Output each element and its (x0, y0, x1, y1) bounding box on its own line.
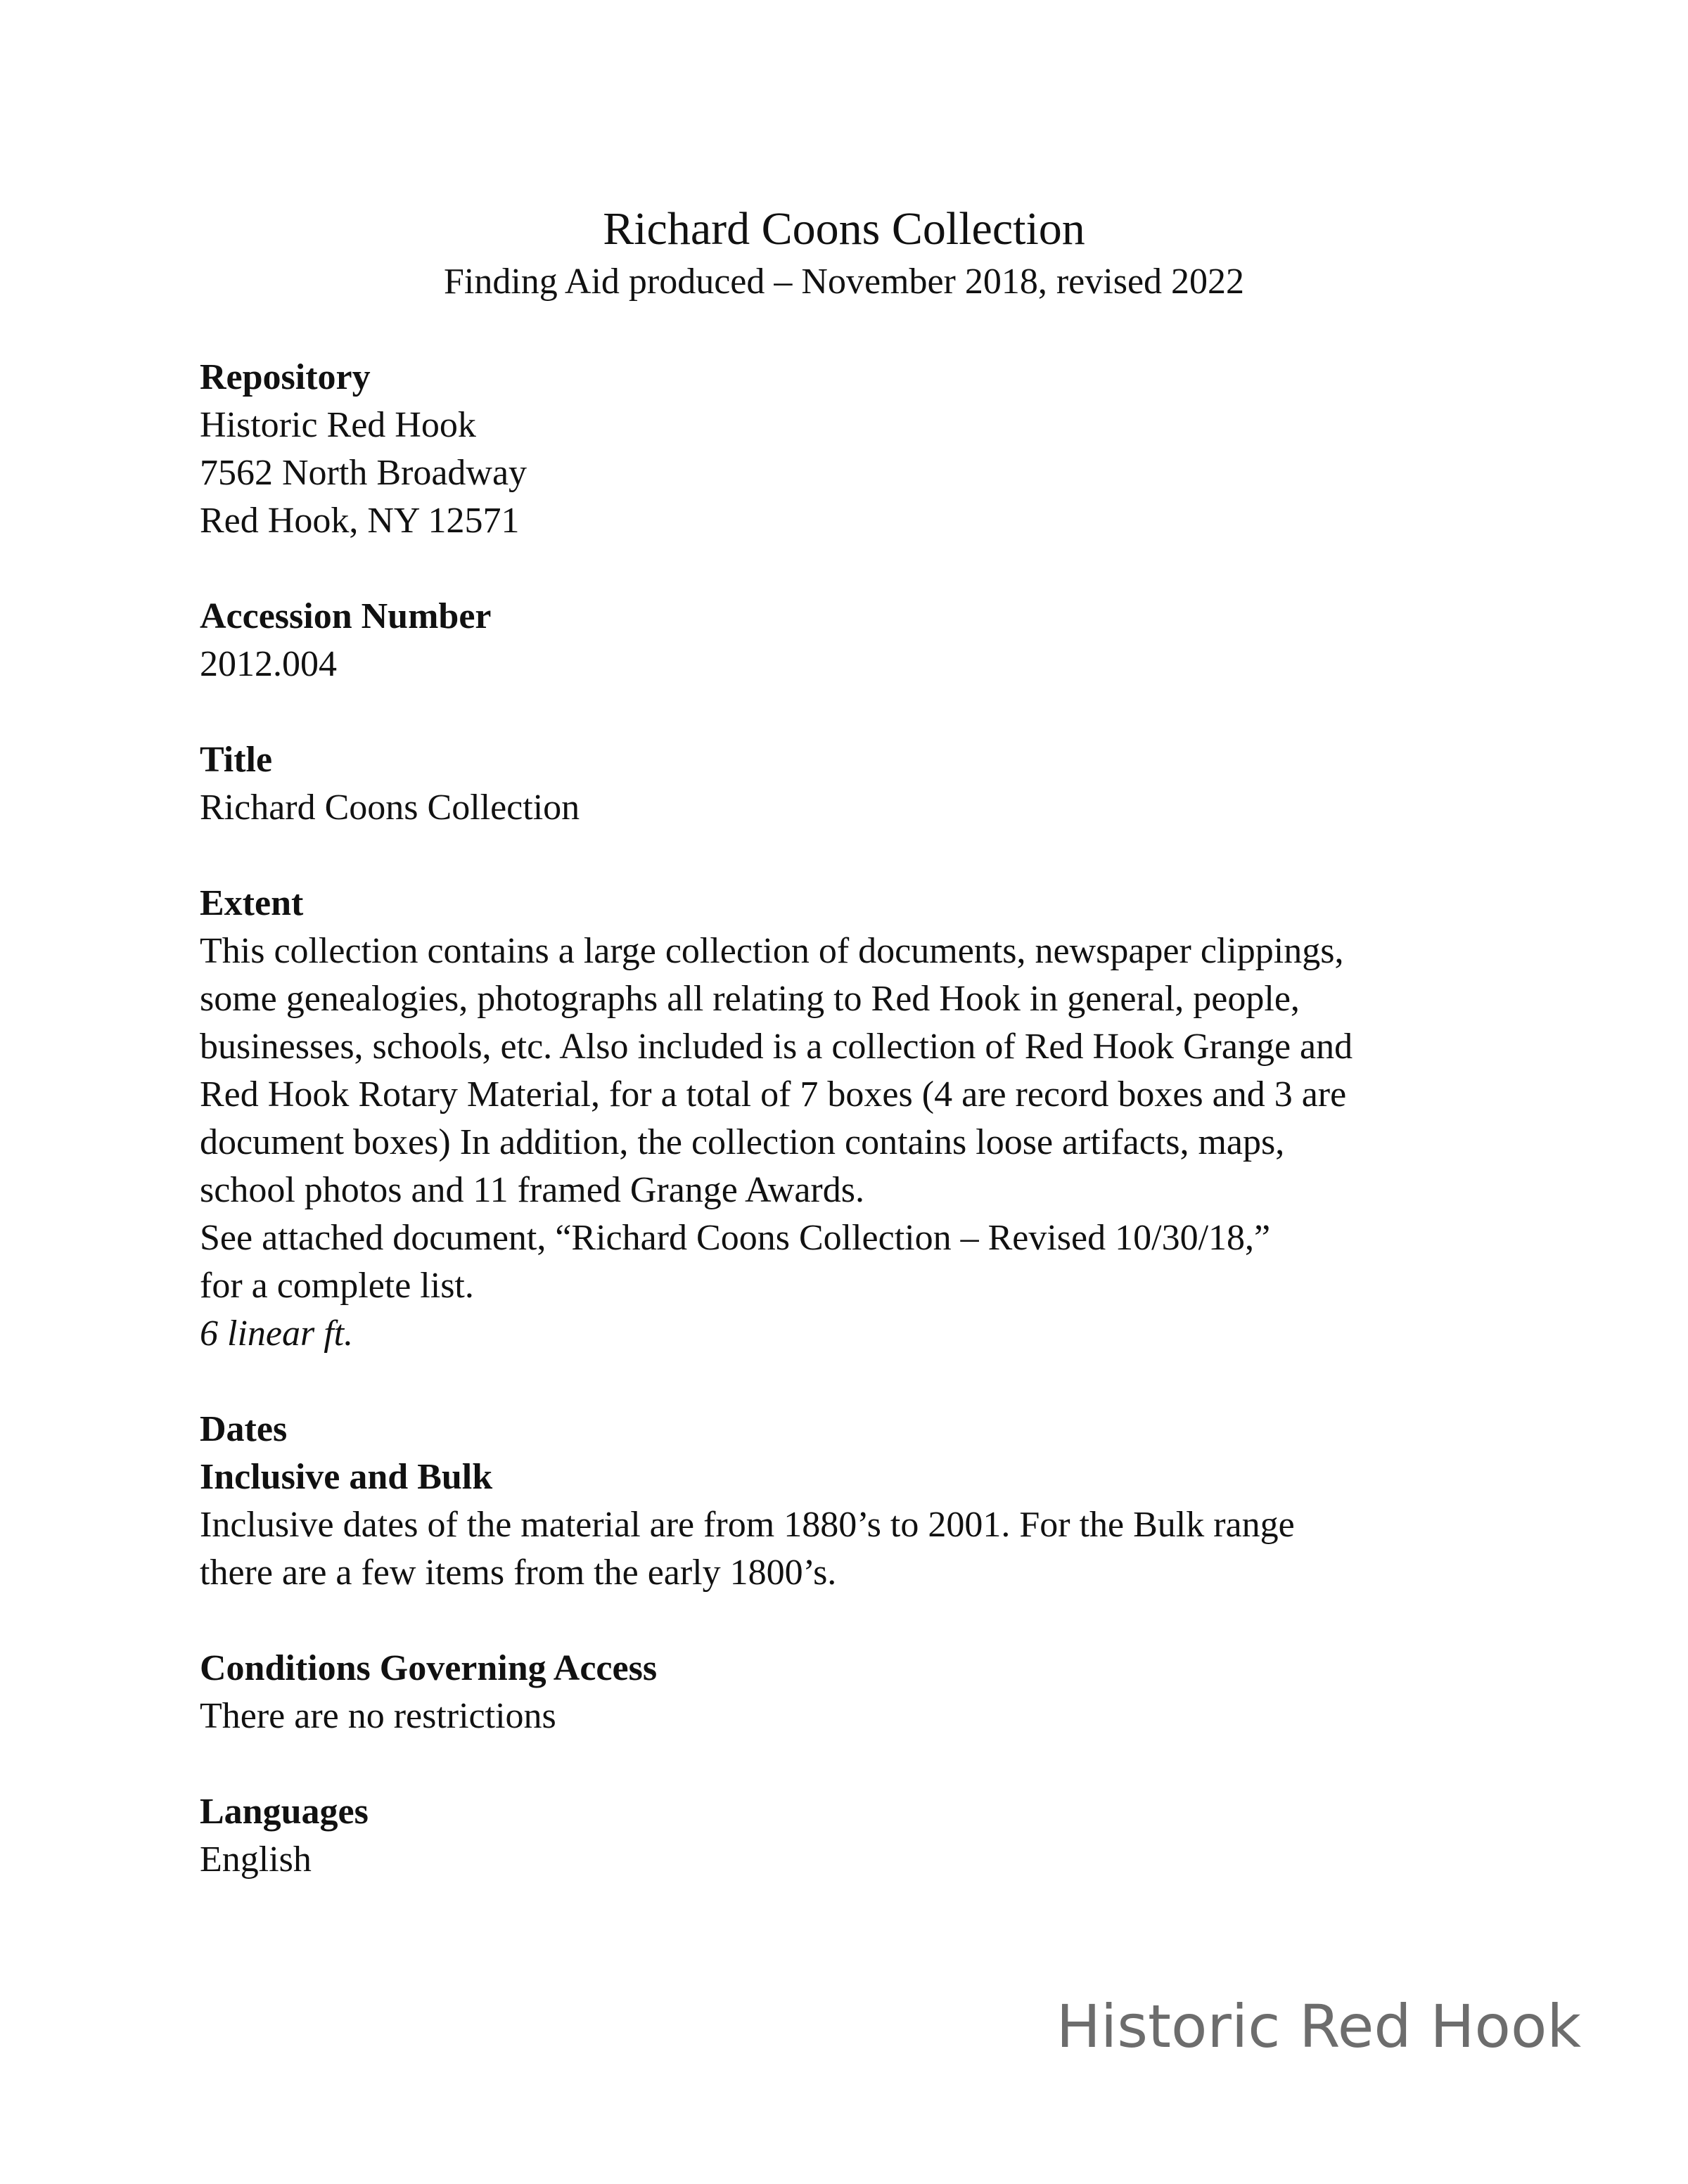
dates-subheading: Inclusive and Bulk (200, 1457, 493, 1497)
extent-heading: Extent (200, 883, 304, 923)
repository-heading: Repository (200, 357, 371, 397)
accession-value: 2012.004 (200, 644, 337, 684)
languages-heading: Languages (200, 1792, 369, 1832)
access-section (200, 1645, 1536, 1740)
dates-section (200, 1406, 1536, 1597)
accession-heading: Accession Number (200, 596, 492, 636)
extent-size: 6 linear ft. (200, 1313, 354, 1354)
repository-line: 7562 North Broadway (200, 453, 528, 493)
extent-line: See attached document, “Richard Coons Collection – Revised 10/30/18,” (200, 1218, 1271, 1258)
dates-line: there are a few items from the early 1800’s. (200, 1553, 837, 1593)
access-value: There are no restrictions (200, 1696, 556, 1736)
extent-line: businesses, schools, etc. Also included is a collection of Red Hook Grange and (200, 1027, 1353, 1067)
extent-line: Red Hook Rotary Material, for a total of 7 boxes (4 are record boxes and 3 are (200, 1074, 1347, 1115)
extent-section (200, 880, 1536, 1358)
dates-heading: Dates (200, 1409, 288, 1449)
languages-value: English (200, 1839, 312, 1880)
title-heading: Title (200, 740, 273, 780)
extent-line: document boxes) In addition, the collection contains loose artifacts, maps, (200, 1122, 1285, 1162)
title-section (200, 736, 1536, 832)
repository-section (200, 354, 1536, 545)
extent-line: some genealogies, photographs all relating to Red Hook in general, people, (200, 979, 1300, 1019)
document-body (200, 354, 1536, 1932)
title-value: Richard Coons Collection (200, 788, 580, 828)
extent-line: This collection contains a large collection of documents, newspaper clippings, (200, 931, 1344, 971)
page-subtitle: Finding Aid produced – November 2018, revised 2022 (443, 262, 1245, 302)
accession-section (200, 593, 1536, 688)
title-block (0, 201, 1688, 307)
watermark-text: Historic Red Hook (1056, 1992, 1581, 2061)
repository-line: Red Hook, NY 12571 (200, 501, 520, 541)
dates-line: Inclusive dates of the material are from 1880’s to 2001. For the Bulk range (200, 1505, 1295, 1545)
access-heading: Conditions Governing Access (200, 1648, 658, 1688)
languages-section (200, 1788, 1536, 1884)
extent-line: school photos and 11 framed Grange Awards. (200, 1170, 864, 1210)
page-title: Richard Coons Collection (603, 203, 1085, 255)
extent-line: for a complete list. (200, 1266, 474, 1306)
repository-line: Historic Red Hook (200, 405, 476, 445)
